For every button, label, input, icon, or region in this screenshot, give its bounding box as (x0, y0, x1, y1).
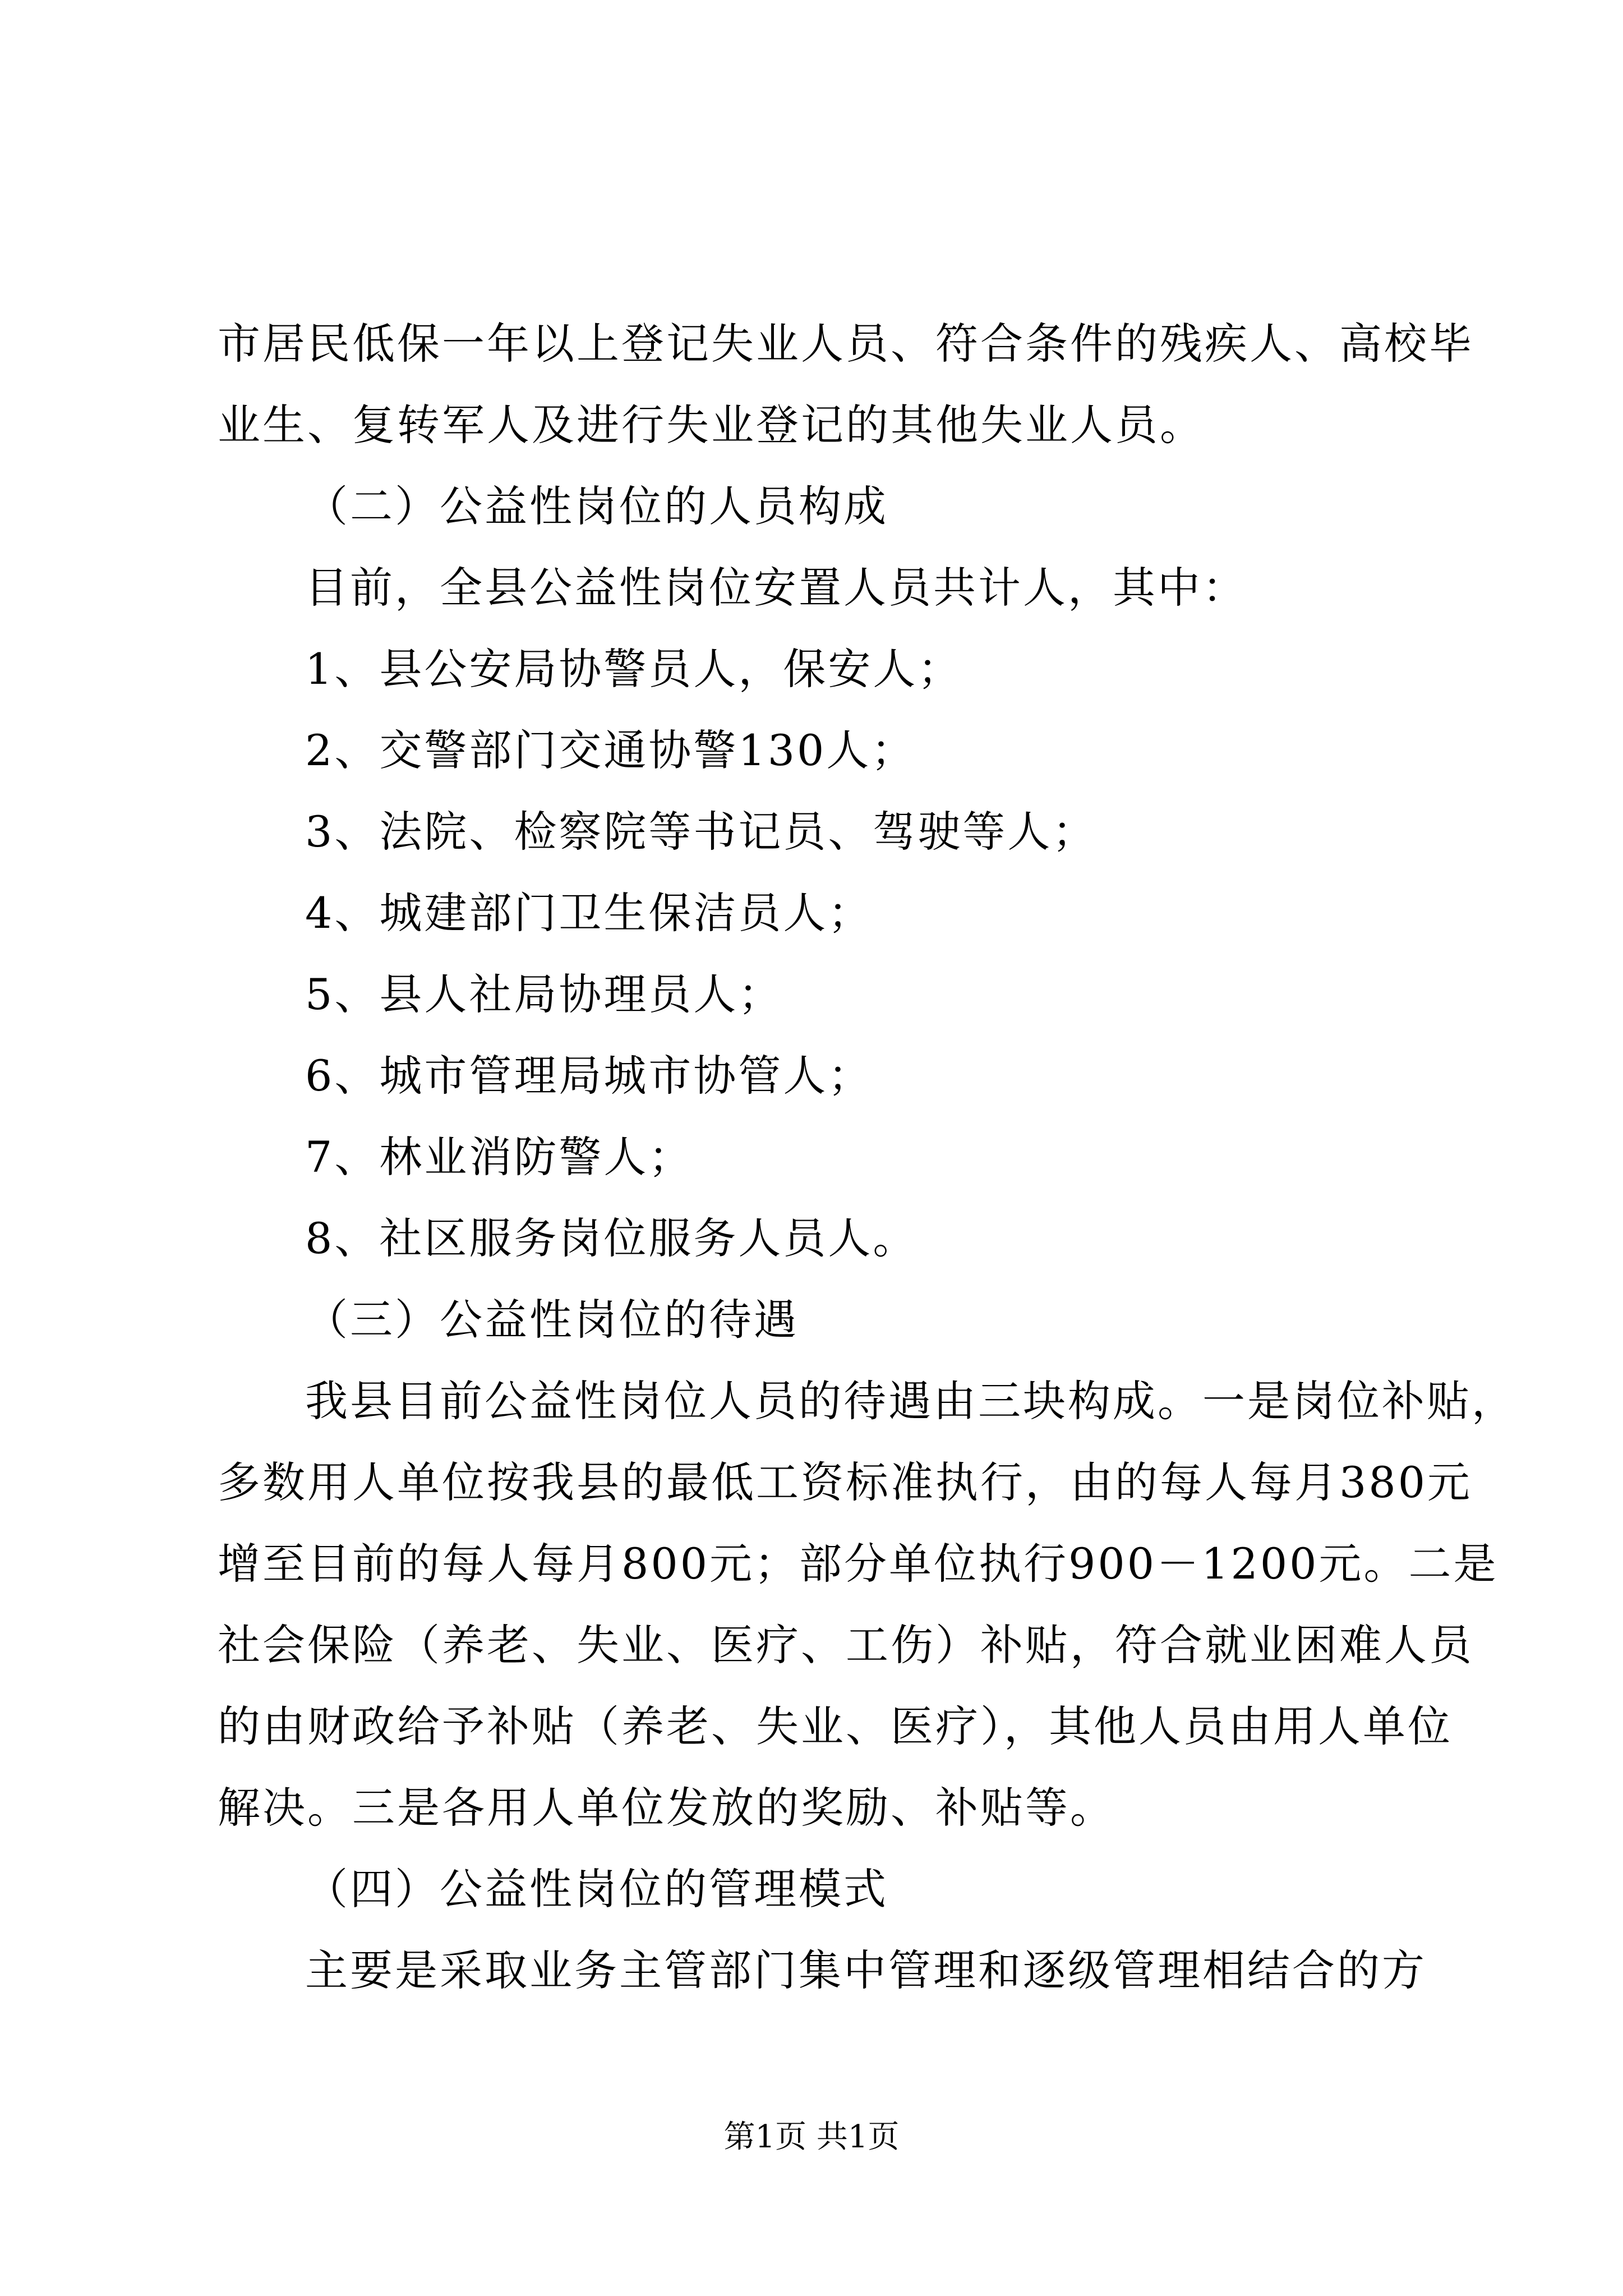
section-heading: （三）公益性岗位的待遇 (305, 1295, 799, 1345)
list-item: 6、城市管理局城市协管人； (305, 1051, 873, 1101)
document-body (218, 303, 1516, 2011)
text-line: 多数用人单位按我县的最低工资标准执行，由的每人每月380元 (218, 1457, 1473, 1507)
list-item: 3、法院、检察院等书记员、驾驶等人； (305, 807, 1098, 857)
text-line: 市居民低保一年以上登记失业人员、符合条件的残疾人、高校毕 (218, 319, 1474, 369)
list-item: 7、林业消防警人； (305, 1132, 694, 1182)
text-line: 目前，全县公益性岗位安置人员共计人，其中： (305, 563, 1247, 613)
page-footer: 第1页 共1页 (723, 2119, 900, 2155)
list-item: 4、城建部门卫生保洁员人； (305, 888, 873, 938)
list-item: 8、社区服务岗位服务人员人。 (305, 1213, 918, 1263)
list-item: 2、交警部门交通协警130人； (305, 725, 916, 775)
text-line: 增至目前的每人每月800元；部分单位执行900－1200元。二是 (218, 1539, 1498, 1589)
section-heading: （四）公益性岗位的管理模式 (305, 1864, 888, 1914)
text-line: 我县目前公益性岗位人员的待遇由三块构成。一是岗位补贴， (305, 1376, 1516, 1426)
text-line: 主要是采取业务主管部门集中管理和逐级管理相结合的方 (305, 1945, 1427, 1995)
section-heading: （二）公益性岗位的人员构成 (305, 481, 888, 531)
list-item: 5、县人社局协理员人； (305, 969, 783, 1019)
text-line: 业生、复转军人及进行失业登记的其他失业人员。 (218, 400, 1205, 450)
text-line: 的由财政给予补贴（养老、失业、医疗），其他人员由用人单位 (218, 1701, 1453, 1751)
text-line: 社会保险（养老、失业、医疗、工伤）补贴，符合就业困难人员 (218, 1620, 1474, 1670)
list-item: 1、县公安局协警员人，保安人； (305, 644, 963, 694)
text-line: 解决。三是各用人单位发放的奖励、补贴等。 (218, 1783, 1115, 1833)
